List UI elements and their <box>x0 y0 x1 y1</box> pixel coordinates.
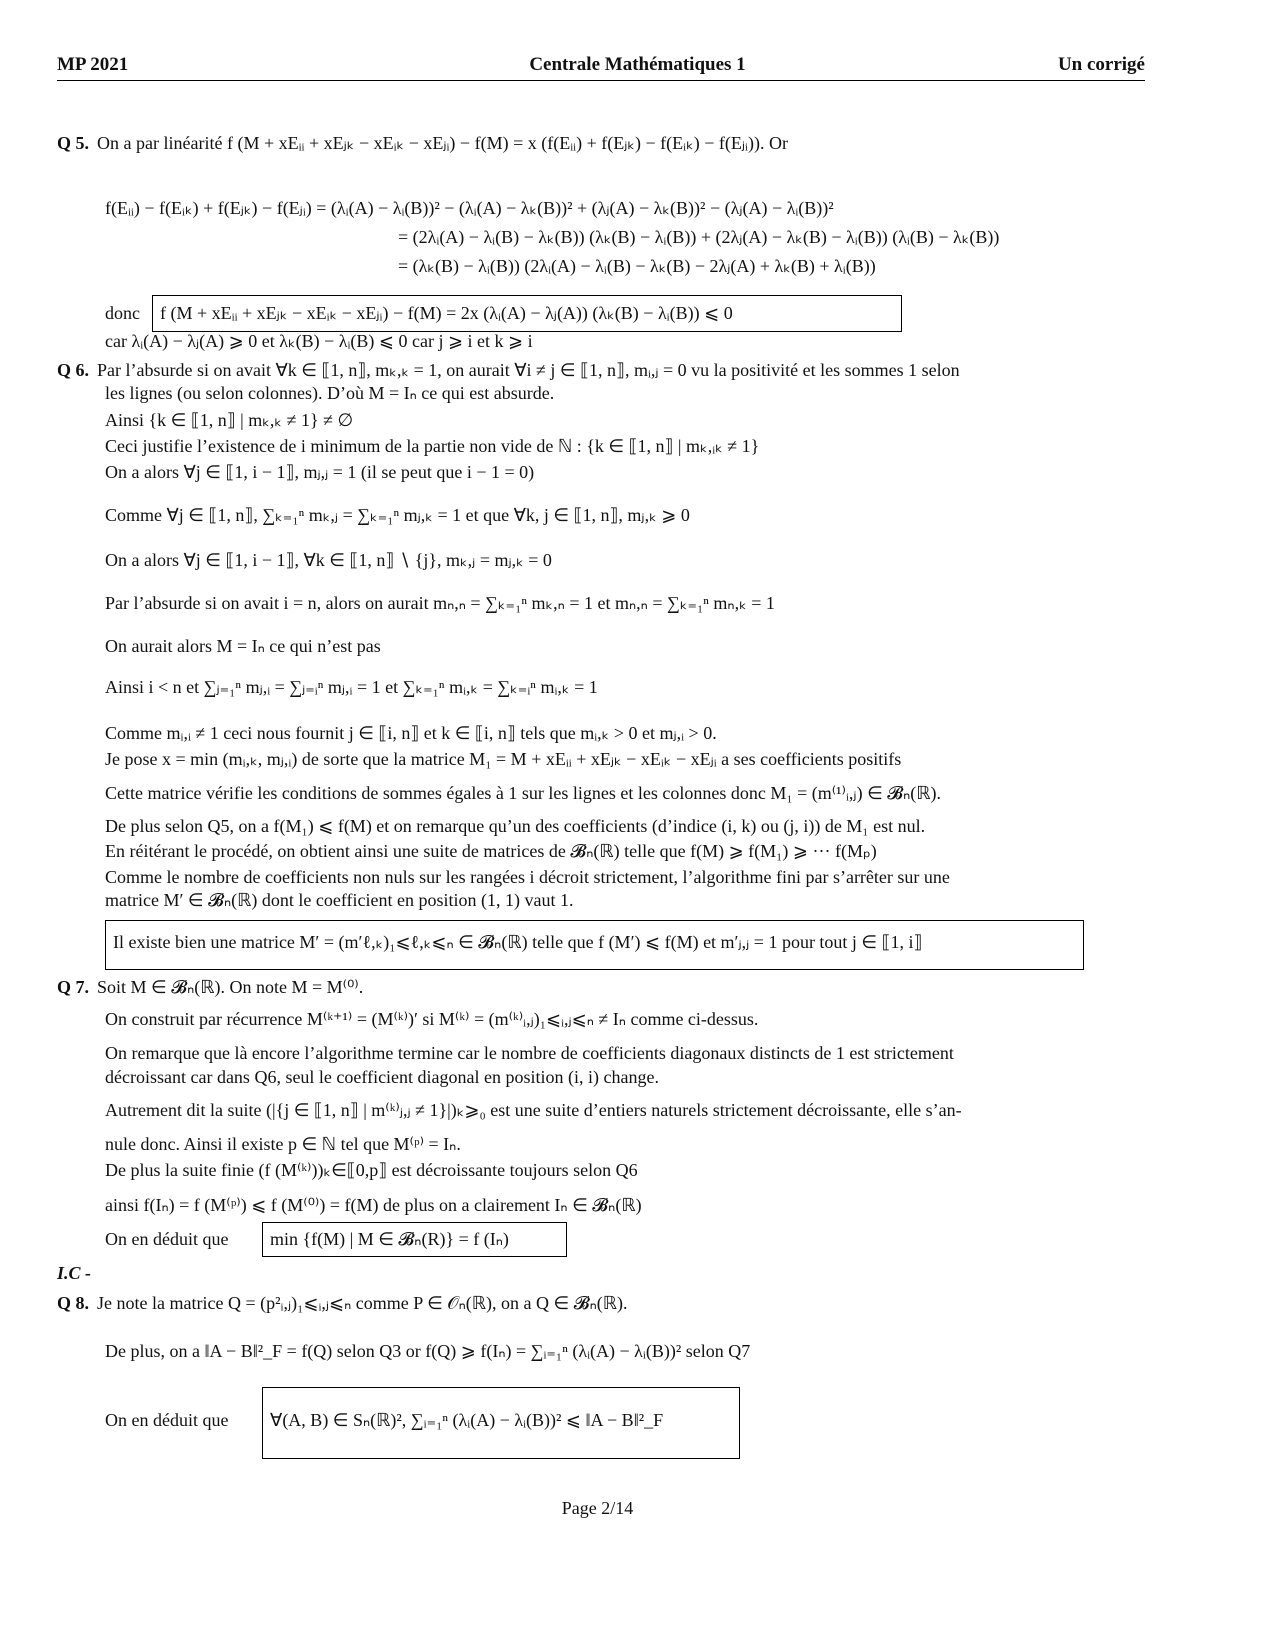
header-left: MP 2021 <box>57 54 129 75</box>
q6-line: On a alors ∀j ∈ ⟦1, i − 1⟧, mⱼ,ⱼ = 1 (il se peut que i − 1 = 0) <box>105 462 535 482</box>
header-right: Un corrigé <box>1057 54 1145 75</box>
q7-line: nule donc. Ainsi il existe p ∈ ℕ tel que M⁽ᵖ⁾ = Iₙ. <box>105 1134 461 1154</box>
q7-line: On construit par récurrence M⁽ᵏ⁺¹⁾ = (M⁽ᵏ⁾)′ si M⁽ᵏ⁾ = (m⁽ᵏ⁾ᵢ,ⱼ)₁⩽ᵢ,ⱼ⩽ₙ ≠ Iₙ comme ci-dessus. <box>105 1009 759 1029</box>
q6-line: Par l’absurde si on avait i = n, alors on aurait mₙ,ₙ = ∑ₖ₌₁ⁿ mₖ,ₙ = 1 et mₙ,ₙ = ∑ₖ₌₁ⁿ mₙ,ₖ = 1 <box>105 593 775 613</box>
q8-line2: De plus, on a ‖A − B‖²_F = f(Q) selon Q3 or f(Q) ⩾ f(Iₙ) = ∑ᵢ₌₁ⁿ (λᵢ(A) − λᵢ(B))² selon Q7 <box>105 1341 751 1361</box>
q6-line: Ainsi {k ∈ ⟦1, n⟧ | mₖ,ₖ ≠ 1} ≠ ∅ <box>105 410 354 430</box>
q8-deduce: On en déduit que <box>105 1410 229 1430</box>
q7-result: min {f(M) | M ∈ 𝓑ₙ(R)} = f (Iₙ) <box>270 1229 509 1249</box>
q6-line: Comme ∀j ∈ ⟦1, n⟧, ∑ₖ₌₁ⁿ mₖ,ⱼ = ∑ₖ₌₁ⁿ mⱼ,ₖ = 1 et que ∀k, j ∈ ⟦1, n⟧, mⱼ,ₖ ⩾ 0 <box>105 505 690 525</box>
q5-label: Q 5. <box>57 133 90 153</box>
q7-line: On remarque que là encore l’algorithme termine car le nombre de coefficients diagonaux distincts de 1 est strictement <box>105 1043 954 1063</box>
q5-eq3: = (λₖ(B) − λᵢ(B)) (2λᵢ(A) − λᵢ(B) − λₖ(B) − 2λⱼ(A) + λₖ(B) + λᵢ(B)) <box>398 256 876 276</box>
header-rule <box>57 80 1145 81</box>
q7-line0 <box>57 975 363 999</box>
q6-line: Ceci justifie l’existence de i minimum de la partie non vide de ℕ : {k ∈ ⟦1, n⟧ | mₖ,ᵢₖ ≠ 1} <box>105 436 760 456</box>
q5-eq2: = (2λᵢ(A) − λᵢ(B) − λₖ(B)) (λₖ(B) − λᵢ(B)) + (2λⱼ(A) − λₖ(B) − λᵢ(B)) (λᵢ(B) − λₖ(B)) <box>398 227 1000 247</box>
q8-result: ∀(A, B) ∈ Sₙ(ℝ)², ∑ᵢ₌₁ⁿ (λᵢ(A) − λᵢ(B))² ⩽ ‖A − B‖²_F <box>270 1410 664 1430</box>
q5-line1 <box>57 131 788 155</box>
q7-line: ainsi f(Iₙ) = f (M⁽ᵖ⁾) ⩽ f (M⁽⁰⁾) = f(M) de plus on a clairement Iₙ ∈ 𝓑ₙ(ℝ) <box>105 1195 642 1215</box>
q7-line: De plus la suite finie (f (M⁽ᵏ⁾))ₖ∈⟦0,p⟧ est décroissante toujours selon Q6 <box>105 1160 638 1180</box>
q6-line0 <box>57 358 960 382</box>
q6-line: matrice M′ ∈ 𝓑ₙ(ℝ) dont le coefficient en position (1, 1) vaut 1. <box>105 890 574 910</box>
q6-line: Comme le nombre de coefficients non nuls sur les rangées i décroit strictement, l’algorithme fini par s’arrêter sur une <box>105 867 950 887</box>
q6-line: En réitérant le procédé, on obtient ainsi une suite de matrices de 𝓑ₙ(ℝ) telle que f(M) ⩾ f(M₁) ⩾ ··· f(Mₚ) <box>105 841 877 861</box>
q6-line: Cette matrice vérifie les conditions de sommes égales à 1 sur les lignes et les colonnes donc M₁ = (m⁽¹⁾ᵢ,ⱼ) ∈ 𝓑ₙ(ℝ). <box>105 783 942 803</box>
q6-line: On aurait alors M = Iₙ ce qui n’est pas <box>105 636 381 656</box>
q6-line: Je pose x = min (mᵢ,ₖ, mⱼ,ᵢ) de sorte que la matrice M₁ = M + xEᵢᵢ + xEⱼₖ − xEᵢₖ − xEⱼᵢ a ses coefficients positifs <box>105 749 902 769</box>
q6-line: De plus selon Q5, on a f(M₁) ⩽ f(M) et on remarque qu’un des coefficients (d’indice (i, k) ou (j, i)) de M₁ est nul. <box>105 816 926 836</box>
q6-text: Par l’absurde si on avait ∀k ∈ ⟦1, n⟧, mₖ,ₖ = 1, on aurait ∀i ≠ j ∈ ⟦1, n⟧, mᵢ,ⱼ = 0 vu la positivité et les sommes 1 selon <box>97 360 960 380</box>
header-title: Centrale Mathématiques 1 <box>529 54 746 75</box>
section-heading: I.C - <box>57 1263 92 1283</box>
q8-label: Q 8. <box>57 1293 90 1313</box>
q8-line1 <box>57 1291 628 1315</box>
page-number: Page 2/14 <box>561 1498 634 1518</box>
q6-line: les lignes (ou selon colonnes). D’où M = Iₙ ce qui est absurde. <box>105 383 555 403</box>
q6-line: Ainsi i < n et ∑ⱼ₌₁ⁿ mⱼ,ᵢ = ∑ⱼ₌ᵢⁿ mⱼ,ᵢ = 1 et ∑ₖ₌₁ⁿ mᵢ,ₖ = ∑ₖ₌ᵢⁿ mᵢ,ₖ = 1 <box>105 677 598 697</box>
q6-label: Q 6. <box>57 360 90 380</box>
q6-result: Il existe bien une matrice M′ = (m′ℓ,ₖ)₁⩽ℓ,ₖ⩽ₙ ∈ 𝓑ₙ(ℝ) telle que f (M′) ⩽ f(M) et m′ⱼ,ⱼ = 1 pour tout j ∈ ⟦1, i⟧ <box>113 932 923 952</box>
q5-result: f (M + xEᵢᵢ + xEⱼₖ − xEᵢₖ − xEⱼᵢ) − f(M) = 2x (λᵢ(A) − λⱼ(A)) (λₖ(B) − λᵢ(B)) ⩽ 0 <box>160 303 733 323</box>
q7-label: Q 7. <box>57 977 90 997</box>
q5-text: On a par linéarité f (M + xEᵢᵢ + xEⱼₖ − xEᵢₖ − xEⱼᵢ) − f(M) = x (f(Eᵢᵢ) + f(Eⱼₖ) − f(Eᵢₖ) − f(Eⱼᵢ)). Or <box>97 133 788 153</box>
q6-line: On a alors ∀j ∈ ⟦1, i − 1⟧, ∀k ∈ ⟦1, n⟧ ∖ {j}, mₖ,ⱼ = mⱼ,ₖ = 0 <box>105 550 552 570</box>
q7-text: Soit M ∈ 𝓑ₙ(ℝ). On note M = M⁽⁰⁾. <box>97 977 364 997</box>
q5-eq1: f(Eᵢᵢ) − f(Eᵢₖ) + f(Eⱼₖ) − f(Eⱼᵢ) = (λᵢ(A) − λᵢ(B))² − (λᵢ(A) − λₖ(B))² + (λⱼ(A) − λₖ(B))² − (λⱼ(A) − λᵢ(B))² <box>105 198 834 218</box>
q8-text: Je note la matrice Q = (p²ᵢ,ⱼ)₁⩽ᵢ,ⱼ⩽ₙ comme P ∈ 𝒪ₙ(ℝ), on a Q ∈ 𝓑ₙ(ℝ). <box>97 1293 628 1313</box>
q7-line: Autrement dit la suite (|{j ∈ ⟦1, n⟧ | m⁽ᵏ⁾ⱼ,ⱼ ≠ 1}|)ₖ⩾₀ est une suite d’entiers naturels strictement décroissante, elle s’an- <box>105 1100 962 1120</box>
q5-donc: donc <box>105 303 140 323</box>
q5-car: car λᵢ(A) − λⱼ(A) ⩾ 0 et λₖ(B) − λᵢ(B) ⩽ 0 car j ⩾ i et k ⩾ i <box>105 331 533 351</box>
q7-line: décroissant car dans Q6, seul le coefficient diagonal en position (i, i) change. <box>105 1067 659 1087</box>
q6-line: Comme mᵢ,ᵢ ≠ 1 ceci nous fournit j ∈ ⟦i, n⟧ et k ∈ ⟦i, n⟧ tels que mᵢ,ₖ > 0 et mⱼ,ᵢ > 0. <box>105 723 717 743</box>
q7-deduce: On en déduit que <box>105 1229 229 1249</box>
